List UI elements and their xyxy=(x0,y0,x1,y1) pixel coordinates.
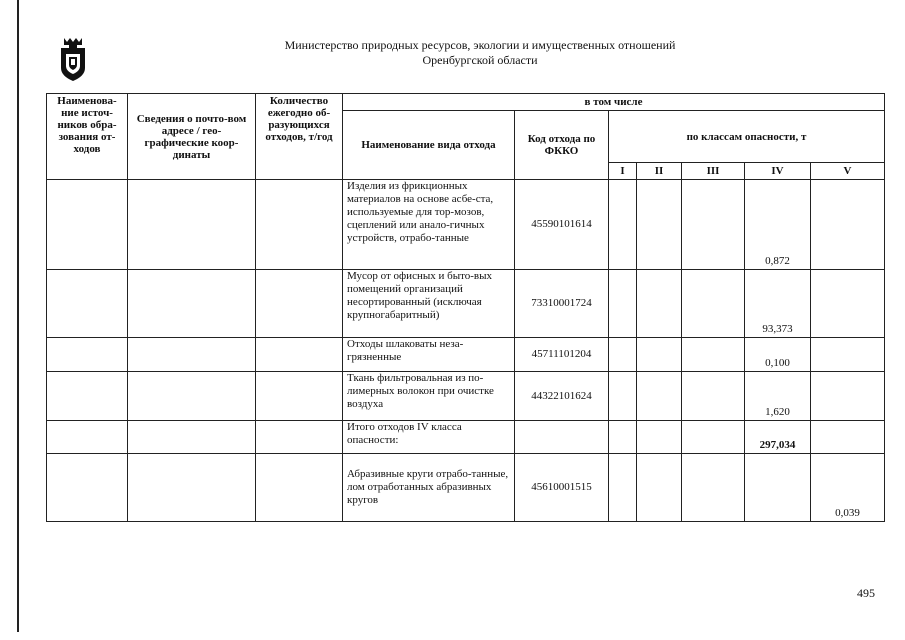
ministry-line-1: Министерство природных ресурсов, экологии и имущественных отношений xyxy=(284,38,676,52)
waste-name-cell: Ткань фильтровальная из по-лимерных волокон при очистке воздуха xyxy=(343,372,515,421)
table-row xyxy=(47,372,885,421)
coat-of-arms-icon xyxy=(58,36,88,82)
page-number: 495 xyxy=(857,586,875,600)
class-5-value xyxy=(811,180,885,270)
header-fkko-code: Код отхода по ФККО xyxy=(515,111,609,180)
class-5-value xyxy=(811,270,885,338)
waste-name-cell: Отходы шлаковаты неза-грязненные xyxy=(343,338,515,372)
ministry-line-2: Оренбургской области xyxy=(422,53,538,67)
header-source: Наименова-ние источ-ников обра-зования от-ходов xyxy=(47,94,128,180)
waste-name-cell: Абразивные круги отрабо-танные, лом отработанных абразивных кругов xyxy=(343,454,515,522)
class-4-value: 0,872 xyxy=(745,180,811,270)
class-4-value: 1,620 xyxy=(745,372,811,421)
class-5-value xyxy=(811,338,885,372)
waste-code-cell xyxy=(515,421,609,454)
table-row-total xyxy=(47,421,885,454)
waste-name-cell: Изделия из фрикционных материалов на основе асбе-ста, используемые для тор-мозов, сцеплений или анало-гичных устройств, отрабо-танные xyxy=(343,180,515,270)
header-class-3: III xyxy=(682,163,745,180)
table-row xyxy=(47,338,885,372)
total-class-4-value: 297,034 xyxy=(745,421,811,454)
table-row xyxy=(47,454,885,522)
class-4-value: 0,100 xyxy=(745,338,811,372)
header-class-4: IV xyxy=(745,163,811,180)
table-row xyxy=(47,180,885,270)
header-including: в том числе xyxy=(343,94,885,111)
class-4-value: 93,373 xyxy=(745,270,811,338)
total-label-cell: Итого отходов IV класса опасности: xyxy=(343,421,515,454)
header-class-5: V xyxy=(811,163,885,180)
left-margin-rule xyxy=(17,0,19,632)
ministry-header xyxy=(230,38,730,68)
header-quantity: Количество ежегодно об-разующихся отходов, т/год xyxy=(256,94,343,180)
table-row xyxy=(47,270,885,338)
waste-table xyxy=(46,93,885,522)
header-class-2: II xyxy=(637,163,682,180)
waste-code-cell: 45590101614 xyxy=(515,180,609,270)
header-hazard-classes: по классам опасности, т xyxy=(609,111,885,163)
header-waste-name: Наименование вида отхода xyxy=(343,111,515,180)
waste-code-cell: 45711101204 xyxy=(515,338,609,372)
class-4-value xyxy=(745,454,811,522)
waste-code-cell: 45610001515 xyxy=(515,454,609,522)
waste-code-cell: 44322101624 xyxy=(515,372,609,421)
class-5-value xyxy=(811,372,885,421)
header-class-1: I xyxy=(609,163,637,180)
waste-code-cell: 73310001724 xyxy=(515,270,609,338)
waste-name-cell: Мусор от офисных и быто-вых помещений организаций несортированный (исключая крупногабаритный) xyxy=(343,270,515,338)
class-5-value: 0,039 xyxy=(811,454,885,522)
header-address: Сведения о почто-вом адресе / гео-графические коор-динаты xyxy=(128,94,256,180)
class-5-value xyxy=(811,421,885,454)
